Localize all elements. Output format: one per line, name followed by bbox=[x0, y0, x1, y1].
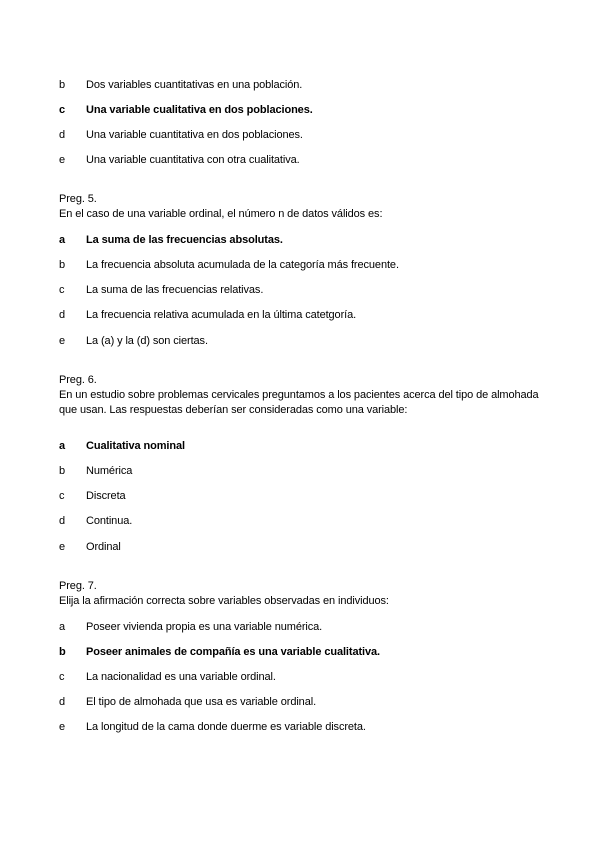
option-letter: b bbox=[59, 465, 66, 477]
q5-option-b bbox=[59, 258, 559, 272]
option-letter: c bbox=[59, 671, 65, 683]
q7-option-c bbox=[59, 670, 559, 684]
q6-option-a-correct bbox=[59, 439, 559, 453]
q5-option-d bbox=[59, 308, 559, 322]
q6-option-b bbox=[59, 464, 559, 478]
option-text: Poseer vivienda propia es una variable numérica. bbox=[86, 621, 323, 633]
question-number: Preg. 7. bbox=[59, 580, 97, 592]
option-text: Una variable cuantitativa con otra cualitativa. bbox=[86, 154, 300, 166]
option-text: La frecuencia absoluta acumulada de la categoría más frecuente. bbox=[86, 259, 399, 271]
q7-option-e bbox=[59, 720, 559, 734]
option-letter: e bbox=[59, 154, 66, 166]
option-letter: c bbox=[59, 104, 66, 116]
option-letter: e bbox=[59, 721, 66, 733]
option-text: La (a) y la (d) son ciertas. bbox=[86, 335, 208, 347]
option-text: Discreta bbox=[86, 490, 126, 502]
option-text: Continua. bbox=[86, 515, 133, 527]
q4-option-d bbox=[59, 128, 559, 142]
question-stem: En un estudio sobre problemas cervicales preguntamos a los pacientes acerca del tipo de almohada que usan. Las respuestas deberían ser consideradas como una variable: bbox=[59, 389, 539, 416]
option-text: Poseer animales de compañía es una variable cualitativa. bbox=[86, 646, 380, 658]
option-text: La suma de las frecuencias absolutas. bbox=[86, 234, 283, 246]
option-letter: a bbox=[59, 621, 66, 633]
option-letter: c bbox=[59, 490, 65, 502]
q4-option-b bbox=[59, 78, 559, 92]
q7-option-b-correct bbox=[59, 645, 559, 659]
q5-option-c bbox=[59, 283, 559, 297]
q5-option-a-correct bbox=[59, 233, 559, 247]
option-text: La longitud de la cama donde duerme es variable discreta. bbox=[86, 721, 366, 733]
option-text: Cualitativa nominal bbox=[86, 440, 185, 452]
q7-option-a bbox=[59, 620, 559, 634]
option-text: Numérica bbox=[86, 465, 133, 477]
q7-option-d bbox=[59, 695, 559, 709]
option-text: La suma de las frecuencias relativas. bbox=[86, 284, 264, 296]
q4-option-e bbox=[59, 153, 559, 167]
question-5 bbox=[59, 192, 549, 222]
option-letter: a bbox=[59, 440, 66, 452]
option-text: La nacionalidad es una variable ordinal. bbox=[86, 671, 276, 683]
option-text: El tipo de almohada que usa es variable ordinal. bbox=[86, 696, 317, 708]
option-letter: e bbox=[59, 541, 66, 553]
option-letter: b bbox=[59, 646, 66, 658]
option-text: Dos variables cuantitativas en una población. bbox=[86, 79, 303, 91]
option-letter: d bbox=[59, 309, 66, 321]
q4-option-c-correct bbox=[59, 103, 559, 117]
option-text: Una variable cuantitativa en dos poblaciones. bbox=[86, 129, 303, 141]
q6-option-e bbox=[59, 540, 559, 554]
q5-option-e bbox=[59, 334, 559, 348]
question-number: Preg. 5. bbox=[59, 193, 97, 205]
option-letter: b bbox=[59, 79, 66, 91]
question-7 bbox=[59, 579, 549, 609]
option-letter: b bbox=[59, 259, 66, 271]
q6-option-d bbox=[59, 514, 559, 528]
option-text: Ordinal bbox=[86, 541, 121, 553]
option-text: La frecuencia relativa acumulada en la última catetgoría. bbox=[86, 309, 357, 321]
question-stem: En el caso de una variable ordinal, el número n de datos válidos es: bbox=[59, 208, 383, 220]
option-letter: e bbox=[59, 335, 66, 347]
option-letter: d bbox=[59, 129, 66, 141]
option-letter: d bbox=[59, 515, 66, 527]
q6-option-c bbox=[59, 489, 559, 503]
question-number: Preg. 6. bbox=[59, 374, 97, 386]
option-letter: a bbox=[59, 234, 66, 246]
question-6 bbox=[59, 373, 549, 418]
option-letter: c bbox=[59, 284, 65, 296]
option-letter: d bbox=[59, 696, 66, 708]
option-text: Una variable cualitativa en dos poblaciones. bbox=[86, 104, 313, 116]
question-stem: Elija la afirmación correcta sobre variables observadas en individuos: bbox=[59, 595, 389, 607]
